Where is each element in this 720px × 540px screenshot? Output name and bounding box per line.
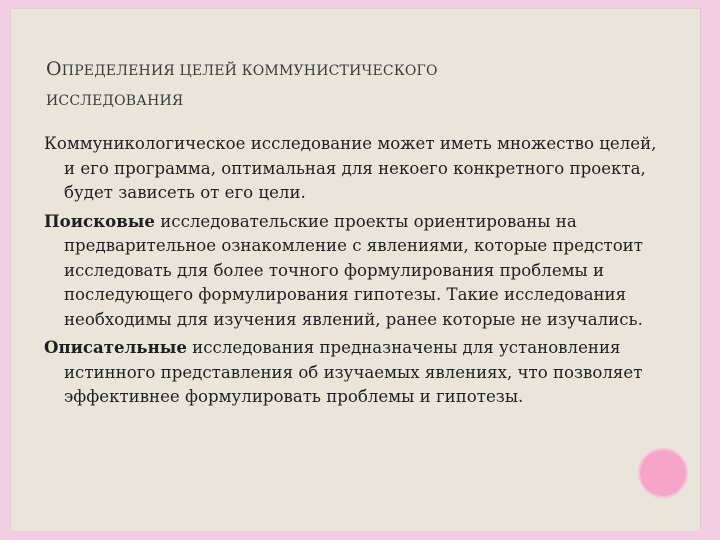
panel-edge-line (700, 8, 701, 530)
paragraph-descriptive (44, 335, 664, 410)
paragraph-descriptive-text: исследования предназначены для установления истинного представления об изучаемых явлениях, что позволяет эффективнее формулировать проблемы и гипотезы. (64, 338, 643, 406)
paragraph-exploratory-text: исследовательские проекты ориентированы на предварительное ознакомление с явлениями, которые предстоит исследовать для более точного формулирования проблемы и последующего формулирования гипотезы. Такие исследования необходимы для изучения явлений, ранее которые не изучались. (64, 211, 643, 329)
slide-title-line1 (46, 54, 606, 86)
paragraph-intro (44, 132, 664, 206)
slide-body (44, 132, 664, 413)
paragraph-exploratory-lead: Поисковые (44, 210, 155, 231)
decorative-circle-icon (640, 450, 686, 496)
title-line1-text: ПРЕДЕЛЕНИЯ ЦЕЛЕЙ КОММУНИСТИЧЕСКОГО (61, 63, 438, 79)
slide-title-line2: ИССЛЕДОВАНИЯ (46, 93, 184, 109)
slide-title (46, 54, 606, 116)
paragraph-exploratory (44, 209, 664, 333)
paragraph-descriptive-lead: Описательные (44, 337, 187, 357)
paragraph-intro-text: Коммуникологическое исследование может иметь множество целей, и его программа, оптимальная для некоего конкретного проекта, будет зависеть от его цели. (44, 134, 657, 202)
title-initial-cap: О (46, 58, 62, 80)
